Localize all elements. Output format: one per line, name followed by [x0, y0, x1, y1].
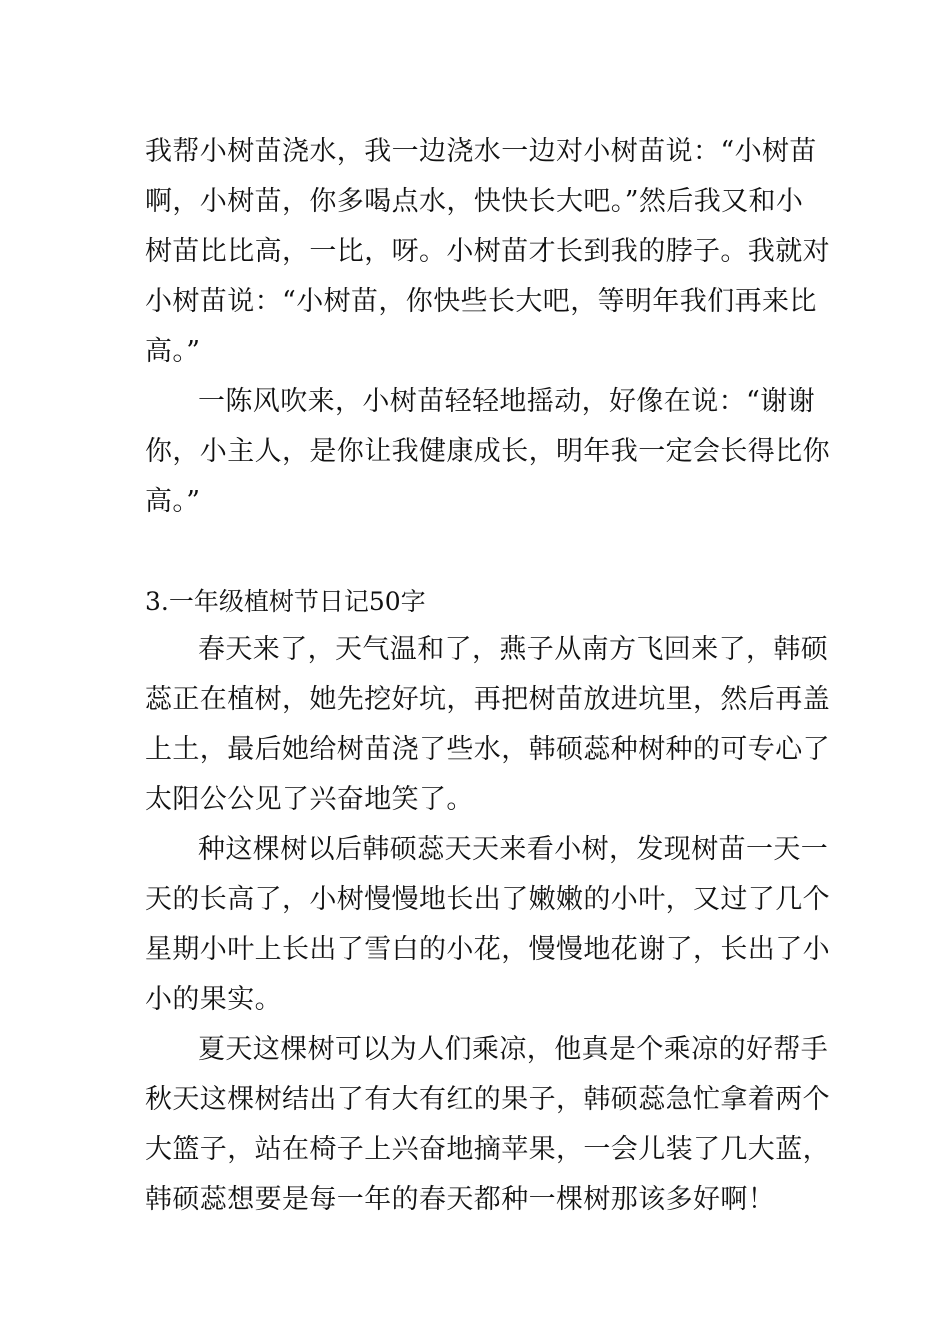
paragraph-line: 大篮子，站在椅子上兴奋地摘苹果，一会儿装了几大蓝，: [145, 1134, 830, 1165]
paragraph-line: 韩硕蕊想要是每一年的春天都种一棵树那该多好啊！: [145, 1184, 776, 1215]
paragraph-line: 星期小叶上长出了雪白的小花，慢慢地花谢了，长出了小: [145, 934, 830, 965]
paragraph-line: 高。”: [145, 336, 201, 367]
paragraph-line: 树苗比比高，一比，呀。小树苗才长到我的脖子。我就对: [145, 236, 830, 267]
paragraph-line: 你，小主人，是你让我健康成长，明年我一定会长得比你: [145, 436, 830, 467]
section-heading: 3.一年级植树节日记50字: [145, 587, 426, 616]
paragraph-line: 天的长高了，小树慢慢地长出了嫩嫩的小叶，又过了几个: [145, 884, 830, 915]
paragraph-line: 啊，小树苗，你多喝点水，快快长大吧。”然后我又和小: [145, 186, 804, 217]
paragraph-line: 小的果实。: [145, 984, 282, 1015]
paragraph-line: 上土，最后她给树苗浇了些水，韩硕蕊种树种的可专心了: [145, 734, 830, 765]
paragraph-line: 蕊正在植树，她先挖好坑，再把树苗放进坑里，然后再盖: [145, 684, 830, 715]
paragraph-line: 我帮小树苗浇水，我一边浇水一边对小树苗说：“小树苗: [145, 136, 817, 167]
paragraph-line: 小树苗说：“小树苗，你快些长大吧，等明年我们再来比: [145, 286, 817, 317]
paragraph-line: 秋天这棵树结出了有大有红的果子，韩硕蕊急忙拿着两个: [145, 1084, 830, 1115]
paragraph-line: 一陈风吹来，小树苗轻轻地摇动，好像在说：“谢谢: [198, 386, 816, 417]
paragraph-line: 高。”: [145, 486, 201, 517]
paragraph-line: 夏天这棵树可以为人们乘凉，他真是个乘凉的好帮手: [198, 1034, 829, 1065]
paragraph-line: 春天来了，天气温和了，燕子从南方飞回来了，韩硕: [198, 634, 829, 665]
paragraph-line: 太阳公公见了兴奋地笑了。: [145, 784, 474, 815]
paragraph-line: 种这棵树以后韩硕蕊天天来看小树，发现树苗一天一: [198, 834, 829, 865]
